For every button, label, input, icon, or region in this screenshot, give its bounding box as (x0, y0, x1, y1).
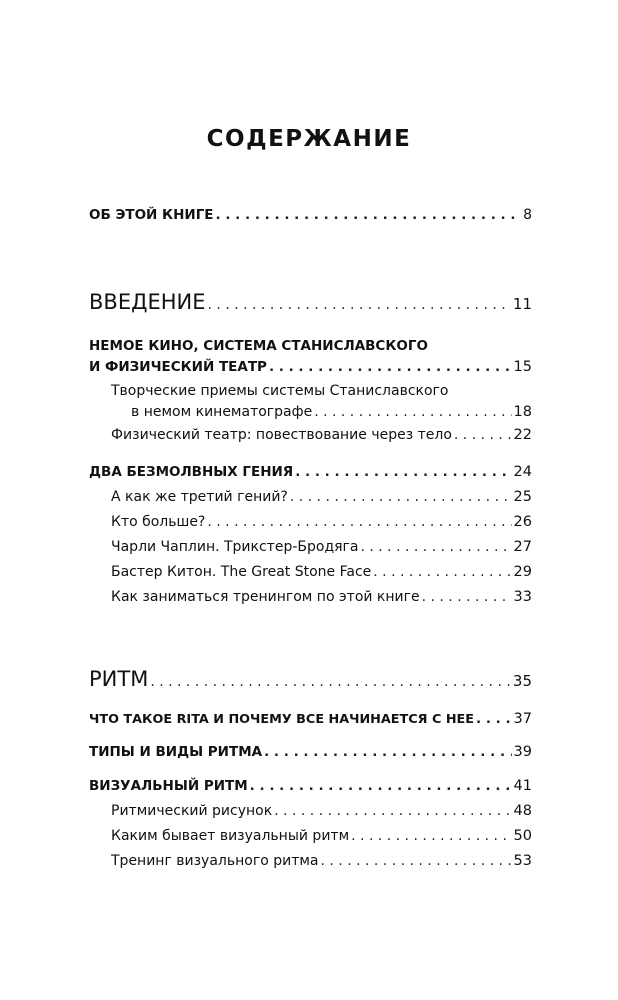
toc-entry-title-line1: Творческие приемы системы Станиславского (111, 383, 449, 399)
toc-section-visual-rhythm (89, 778, 532, 794)
toc-subsection-visual-rhythm-training (111, 853, 532, 869)
toc-entry-page: 25 (513, 489, 532, 505)
toc-subsection-who-more (111, 514, 532, 530)
toc-section-silent-cinema (89, 336, 532, 378)
toc-entry-title: Чарли Чаплин. Трикстер-Бродяга (111, 539, 359, 555)
page-title: СОДЕРЖАНИЕ (206, 126, 412, 152)
toc-entry-title-line2: в немом кинематографе (131, 404, 313, 420)
toc-subsection-keaton (111, 564, 532, 580)
toc-entry-page: 8 (523, 207, 532, 223)
toc-entry-title: Бастер Китон. The Great Stone Face (111, 564, 372, 580)
toc-entry-page: 35 (512, 672, 532, 690)
toc-entry-page: 24 (513, 464, 532, 480)
toc-entry-page: 22 (513, 427, 532, 443)
leader-dots (208, 297, 511, 313)
leader-dots (295, 464, 511, 480)
toc-entry-title: ЧТО ТАКОЕ RITA И ПОЧЕМУ ВСЕ НАЧИНАЕТСЯ С НЕЕ (89, 712, 475, 727)
toc-entry-page: 39 (513, 744, 532, 760)
toc-entry-page: 26 (513, 514, 532, 530)
leader-dots (454, 427, 512, 443)
leader-dots (250, 778, 512, 794)
toc-entry-title: ТИПЫ И ВИДЫ РИТМА (89, 744, 263, 760)
toc-part-title: РИТМ (89, 667, 149, 691)
toc-entry-title: ДВА БЕЗМОЛВНЫХ ГЕНИЯ (89, 464, 294, 480)
toc-entry-page: 18 (513, 404, 532, 420)
toc-subsection-third-genius (111, 489, 532, 505)
toc-entry-title: Как заниматься тренингом по этой книге (111, 589, 420, 605)
toc-entry-page: 33 (513, 589, 532, 605)
toc-entry-title: Кто больше? (111, 514, 206, 530)
leader-dots (321, 853, 512, 869)
toc-entry-page: 37 (513, 711, 532, 727)
leader-dots (351, 828, 511, 844)
toc-entry-page: 50 (513, 828, 532, 844)
toc-entry-title-line2: И ФИЗИЧЕСКИЙ ТЕАТР (89, 359, 267, 375)
toc-part-introduction (89, 290, 532, 314)
toc-entry-page: 27 (513, 539, 532, 555)
toc-section-rhythm-types (89, 744, 532, 760)
toc-entry-title: ВИЗУАЛЬНЫЙ РИТМ (89, 778, 248, 794)
toc-subsection-physical-theatre (111, 427, 532, 443)
toc-section-what-is-rita (89, 711, 532, 727)
leader-dots (290, 489, 512, 505)
toc-part-title: ВВЕДЕНИЕ (89, 290, 206, 314)
leader-dots (373, 564, 511, 580)
leader-dots (476, 711, 512, 727)
leader-dots (264, 744, 511, 760)
toc-subsection-chaplin (111, 539, 532, 555)
leader-dots (422, 589, 512, 605)
leader-dots (207, 514, 511, 530)
toc-entry-page: 48 (513, 803, 532, 819)
toc-entry-page: 41 (513, 778, 532, 794)
toc-entry-about-book (89, 207, 532, 223)
toc-entry-title-line1: НЕМОЕ КИНО, СИСТЕМА СТАНИСЛАВСКОГО (89, 338, 428, 354)
toc-entry-page: 29 (513, 564, 532, 580)
toc-part-rhythm (89, 667, 532, 691)
toc-entry-title: Ритмический рисунок (111, 803, 273, 819)
toc-entry-title: Физический театр: повествование через тело (111, 427, 452, 443)
leader-dots (314, 402, 511, 423)
toc-subsection-visual-rhythm-kinds (111, 828, 532, 844)
leader-dots (360, 539, 511, 555)
toc-entry-title: А как же третий гений? (111, 489, 288, 505)
leader-dots (269, 357, 512, 378)
toc-entry-title: Тренинг визуального ритма (111, 853, 319, 869)
toc-entry-page: 11 (512, 295, 532, 313)
toc-subsection-rhythmic-pattern (111, 803, 532, 819)
toc-section-two-geniuses (89, 464, 532, 480)
leader-dots (150, 674, 511, 690)
toc-subsection-training (111, 589, 532, 605)
toc-entry-title: Каким бывает визуальный ритм (111, 828, 350, 844)
toc-entry-title: ОБ ЭТОЙ КНИГЕ (89, 207, 214, 223)
toc-entry-page: 53 (513, 853, 532, 869)
leader-dots (216, 207, 522, 223)
toc-subsection-stanislavsky-techniques (111, 381, 532, 423)
toc-entry-page: 15 (513, 359, 532, 375)
leader-dots (274, 803, 511, 819)
table-of-contents (89, 0, 532, 1000)
